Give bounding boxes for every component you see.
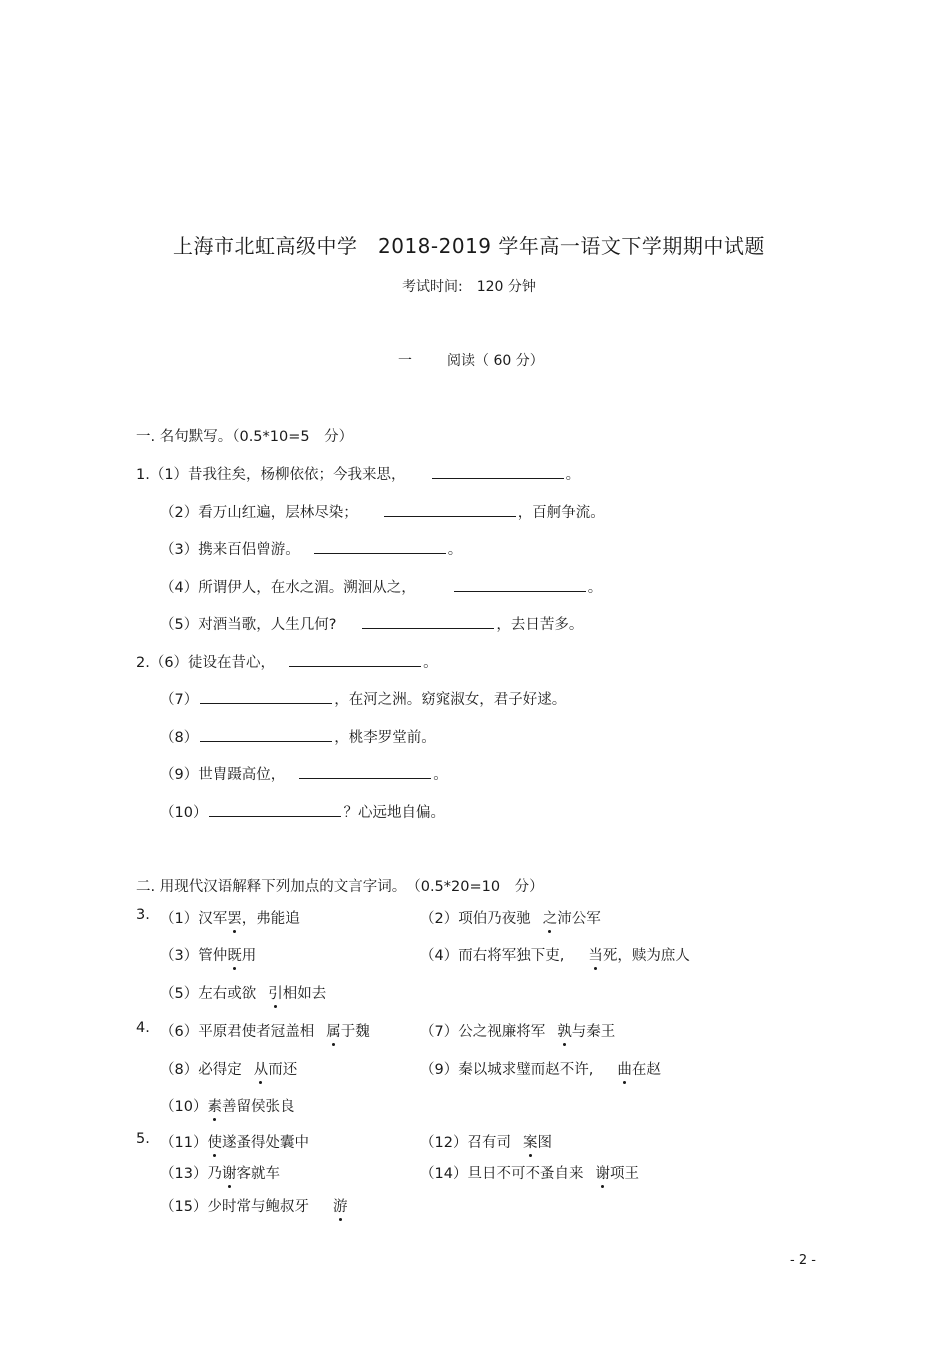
item-5 <box>160 982 326 1003</box>
item-3 <box>160 944 256 965</box>
section-number: 一 <box>398 353 412 369</box>
item-text: （14）旦日不可不蚤自来 <box>420 1166 584 1182</box>
page-number: - 2 - <box>790 1253 816 1268</box>
item-text: 图 <box>537 1135 552 1151</box>
item-2 <box>420 907 601 928</box>
recite-prompt: （3）携来百侣曾游。 <box>160 542 300 558</box>
dotted-char: 案 <box>522 1135 538 1151</box>
recite-suffix: ，桃李罗堂前。 <box>334 730 436 746</box>
item-14 <box>420 1162 639 1183</box>
item-text: （8）必得定 <box>160 1062 242 1078</box>
item-8 <box>160 1058 297 1079</box>
dotted-char: 素 <box>207 1099 222 1115</box>
item-13 <box>160 1162 280 1183</box>
recite-suffix: ，在河之洲。窈窕淑女，君子好逑。 <box>334 692 567 708</box>
recite-line-4 <box>160 576 602 597</box>
dotted-char: 孰 <box>557 1024 572 1040</box>
item-6 <box>160 1020 370 1041</box>
recite-suffix: ，去日苦多。 <box>496 617 584 633</box>
answer-blank[interactable] <box>200 689 332 704</box>
recite-suffix: ，百舸争流。 <box>517 505 605 521</box>
answer-blank[interactable] <box>289 652 421 667</box>
item-text: （3）管仲 <box>160 948 228 964</box>
item-text: 于魏 <box>340 1024 370 1040</box>
item-text: （4）而右将军独下吏, <box>420 948 565 964</box>
recite-line-3 <box>160 538 462 559</box>
dotted-char: 引 <box>268 986 283 1002</box>
dotted-char: 之 <box>542 911 558 927</box>
dotted-char: 谢 <box>221 1166 237 1182</box>
item-text: （7）公 <box>420 1024 473 1040</box>
item-text: 而还 <box>268 1062 298 1078</box>
item-4 <box>420 944 690 965</box>
item-text: 死，赎为庶人 <box>602 948 690 964</box>
part2-heading: 二. 用现代汉语解释下列加点的文言字词。 （0.5*20=10 分） <box>136 879 544 895</box>
recite-suffix: 。 <box>565 467 581 483</box>
recite-line-8 <box>160 726 436 747</box>
recite-prompt: 2.（6）徒设在昔心， <box>136 655 276 671</box>
recite-prompt: （8） <box>160 730 199 746</box>
item-text: 善留侯张良 <box>221 1099 295 1115</box>
item-text: 之视廉将军 <box>472 1024 546 1040</box>
recite-prompt: （4）所谓伊人，在水之湄。溯洄从之， <box>160 580 416 596</box>
page-title: 上海市北虹高级中学 2018-2019 学年高一语文下学期期中试题 <box>173 234 765 258</box>
item-text: 沛公军 <box>557 911 601 927</box>
part1-heading: 一. 名句默写。（0.5*10=5 分） <box>136 429 354 445</box>
answer-blank[interactable] <box>314 539 446 554</box>
item-7 <box>420 1020 615 1041</box>
dotted-char: 属 <box>326 1024 341 1040</box>
item-12 <box>420 1131 552 1152</box>
exam-time: 考试时间: 120 分钟 <box>402 279 536 295</box>
item-9 <box>420 1058 661 1079</box>
item-text: （13）乃 <box>160 1166 222 1182</box>
item-text: ，弗能追 <box>241 911 300 927</box>
item-text: （2）项伯乃夜驰 <box>420 911 531 927</box>
recite-line-2 <box>160 501 605 522</box>
dotted-char: 当 <box>588 948 603 964</box>
answer-blank[interactable] <box>299 764 431 779</box>
item-text: （9）秦以城求璧而赵不许, <box>420 1062 594 1078</box>
recite-suffix: 。 <box>587 580 603 596</box>
item-1 <box>160 907 300 928</box>
item-11 <box>160 1131 309 1152</box>
item-10 <box>160 1095 294 1116</box>
question-3-number: 3. <box>136 907 150 923</box>
item-text: 在赵 <box>631 1062 661 1078</box>
answer-blank[interactable] <box>200 727 332 742</box>
recite-suffix: ？心远地自偏。 <box>343 805 445 821</box>
dotted-char: 从 <box>253 1062 269 1078</box>
item-text: 用 <box>241 948 257 964</box>
question-5-number: 5. <box>136 1131 150 1147</box>
recite-prompt: （5）对酒当歌，人生几何? <box>160 617 337 633</box>
item-text: （10） <box>160 1099 208 1115</box>
recite-line-5 <box>160 613 583 634</box>
item-15 <box>160 1195 347 1216</box>
answer-blank[interactable] <box>454 577 586 592</box>
recite-suffix: 。 <box>423 655 438 671</box>
dotted-char: 游 <box>332 1199 348 1215</box>
answer-blank[interactable] <box>209 802 341 817</box>
dotted-char: 谢 <box>595 1166 610 1182</box>
item-text: 遂蚤得处囊中 <box>221 1135 309 1151</box>
item-text: （1）汉军 <box>160 911 228 927</box>
recite-suffix: 。 <box>433 767 448 783</box>
item-text: 客就车 <box>236 1166 280 1182</box>
item-text: （6）平原君使者冠盖相 <box>160 1024 315 1040</box>
item-text: （15）少时常与鲍叔牙 <box>160 1199 309 1215</box>
recite-prompt: （10） <box>160 805 208 821</box>
answer-blank[interactable] <box>362 614 494 629</box>
item-text: （11） <box>160 1135 208 1151</box>
recite-prompt: 1.（1）昔我往矣，杨柳依依；今我来思， <box>136 467 406 483</box>
item-text: （12）召有司 <box>420 1135 511 1151</box>
section-heading: 阅读（ 60 分） <box>447 353 544 369</box>
dotted-char: 罢 <box>227 911 242 927</box>
dotted-char: 既 <box>227 948 242 964</box>
item-text: 与秦王 <box>571 1024 616 1040</box>
answer-blank[interactable] <box>384 502 516 517</box>
dotted-char: 曲 <box>617 1062 632 1078</box>
recite-line-9 <box>160 763 448 784</box>
recite-line-10 <box>160 801 445 822</box>
recite-suffix: 。 <box>447 542 463 558</box>
recite-line-1 <box>136 463 580 484</box>
recite-line-7 <box>160 688 566 709</box>
recite-prompt: （7） <box>160 692 199 708</box>
question-4-number: 4. <box>136 1020 150 1036</box>
recite-line-6 <box>136 651 438 672</box>
recite-prompt: （2）看万山红遍，层林尽染； <box>160 505 358 521</box>
recite-prompt: （9）世胄蹑高位， <box>160 767 286 783</box>
item-text: （5）左右或欲 <box>160 986 257 1002</box>
dotted-char: 使 <box>207 1135 222 1151</box>
item-text: 相如去 <box>282 986 327 1002</box>
answer-blank[interactable] <box>432 464 564 479</box>
item-text: 项王 <box>609 1166 639 1182</box>
